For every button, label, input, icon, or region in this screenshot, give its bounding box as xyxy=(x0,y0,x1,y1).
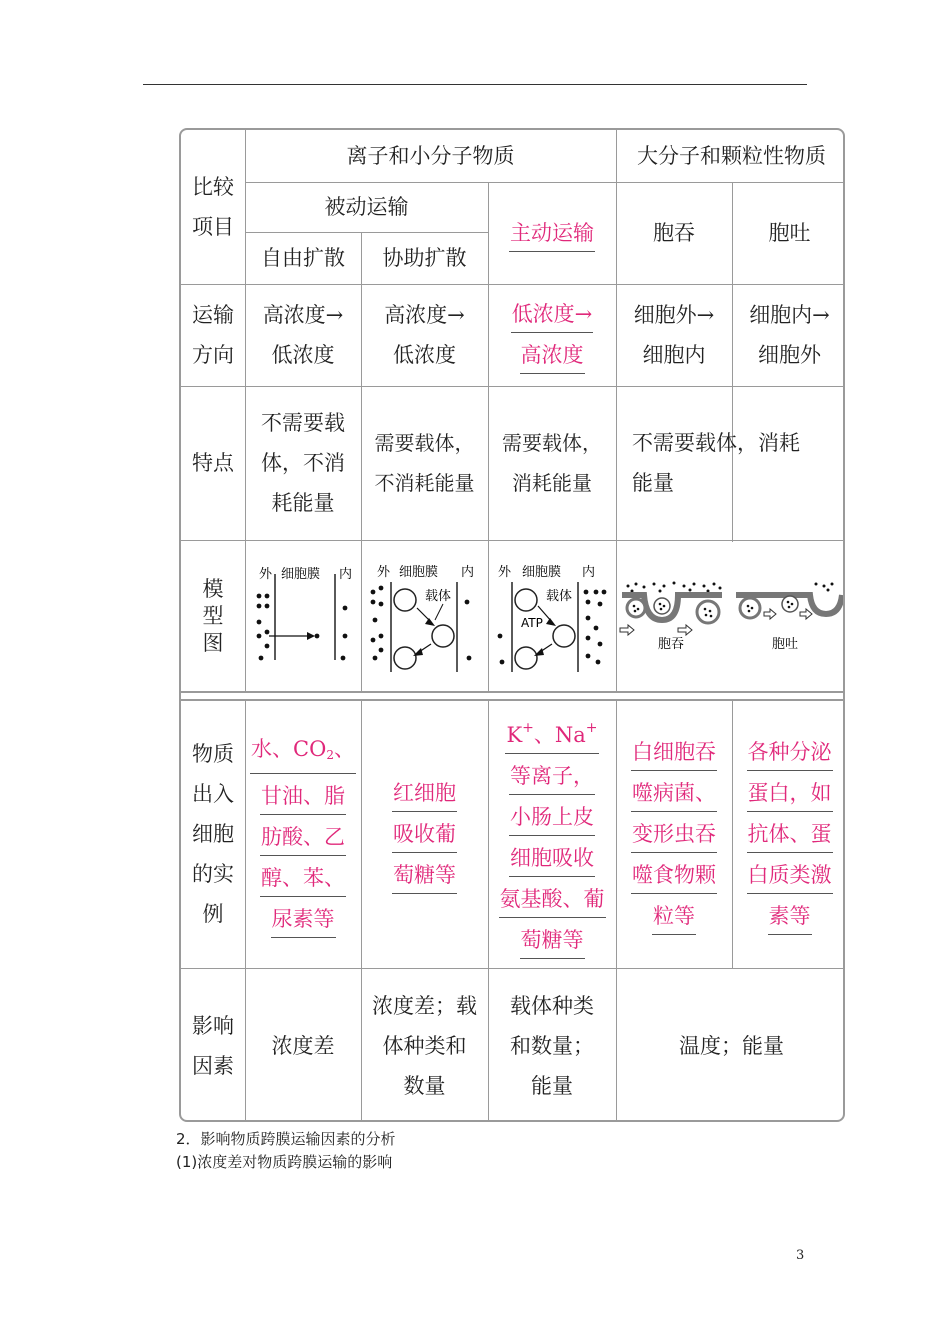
label-carrier: 载体 xyxy=(425,589,452,604)
header-exocytosis: 胞吐 xyxy=(768,221,811,245)
label-carrier: 载体 xyxy=(546,589,573,604)
feature-active: 需要载体， 消耗能量 xyxy=(502,431,602,495)
label-outside: 外 xyxy=(259,567,273,582)
header-free-diffusion: 自由扩散 xyxy=(261,246,345,270)
endocytosis-diagram xyxy=(616,540,732,690)
examples-exocytosis: 各种分泌 蛋白，如 抗体、蛋 白质类激 素等 xyxy=(732,700,845,968)
factors-bulk-transport: 温度；能量 xyxy=(679,1034,784,1058)
header-endocytosis: 胞吞 xyxy=(653,221,695,245)
row-label-feature: 特点 xyxy=(192,451,234,475)
label-inside: 内 xyxy=(461,565,475,580)
free-diffusion-diagram xyxy=(245,540,361,690)
page-number: 3 xyxy=(796,1248,805,1263)
header-large-molecules: 大分子和颗粒性物质 xyxy=(637,144,826,168)
label-membrane: 细胞膜 xyxy=(399,565,439,580)
label-exocytosis: 胞吐 xyxy=(772,637,799,652)
transport-comparison-table xyxy=(179,128,845,1122)
row-label-model: 模 型 图 xyxy=(202,576,224,655)
factors-active: 载体种类 和数量； 能量 xyxy=(510,994,594,1098)
factors-facilitated: 浓度差；载 体种类和 数量 xyxy=(372,994,477,1098)
section-heading: 2．影响物质跨膜运输因素的分析 xyxy=(176,1130,396,1148)
row-label-direction: 运输 方向 xyxy=(192,303,234,367)
label-membrane: 细胞膜 xyxy=(281,567,321,582)
label-atp: ATP xyxy=(521,616,543,630)
direction-facilitated: 高浓度→ 低浓度 xyxy=(384,303,465,367)
label-outside: 外 xyxy=(498,565,512,580)
active-transport-diagram xyxy=(488,540,616,690)
direction-free: 高浓度→ 低浓度 xyxy=(262,303,344,367)
feature-free: 不需要载 体，不消 耗能量 xyxy=(261,411,345,515)
header-small-molecules: 离子和小分子物质 xyxy=(346,144,515,168)
header-passive: 被动运输 xyxy=(324,195,409,219)
feature-facilitated: 需要载体， 不消耗能量 xyxy=(374,431,475,495)
examples-endocytosis: 白细胞吞 噬病菌、 变形虫吞 噬食物颗 粒等 xyxy=(616,700,732,968)
direction-exocytosis: 细胞内→ 细胞外 xyxy=(749,303,830,367)
exocytosis-diagram xyxy=(732,540,845,690)
facilitated-diffusion-diagram xyxy=(361,540,488,690)
header-active: 主动运输 xyxy=(488,182,616,284)
row-label-examples: 物质 出入 细胞 的实 例 xyxy=(192,742,234,926)
label-endocytosis: 胞吞 xyxy=(658,637,685,652)
label-outside: 外 xyxy=(377,565,391,580)
subsection-heading: (1)浓度差对物质跨膜运输的影响 xyxy=(176,1153,393,1171)
header-compare: 比较 项目 xyxy=(192,175,234,239)
examples-facilitated: 红细胞 吸收葡 萄糖等 xyxy=(361,700,488,968)
row-label-factors: 影响 因素 xyxy=(192,1014,234,1078)
header-rule xyxy=(143,84,807,85)
grid-line xyxy=(181,691,845,693)
label-inside: 内 xyxy=(339,567,353,582)
label-membrane: 细胞膜 xyxy=(522,565,562,580)
direction-endocytosis: 细胞外→ 细胞内 xyxy=(633,303,715,367)
feature-bulk-transport: 不需要载体，消耗 能量 xyxy=(632,431,800,495)
label-inside: 内 xyxy=(582,565,596,580)
factors-free: 浓度差 xyxy=(271,1034,335,1058)
direction-active: 低浓度→ 高浓度 xyxy=(488,284,616,386)
examples-active: K+、Na+ 等离子， 小肠上皮 细胞吸收 氨基酸、葡 萄糖等 xyxy=(488,700,616,968)
examples-free: 水、$CO_2$、 甘油、脂 肪酸、乙 醇、苯、 尿素等 xyxy=(245,700,361,968)
header-facilitated-diffusion: 协助扩散 xyxy=(382,246,467,270)
